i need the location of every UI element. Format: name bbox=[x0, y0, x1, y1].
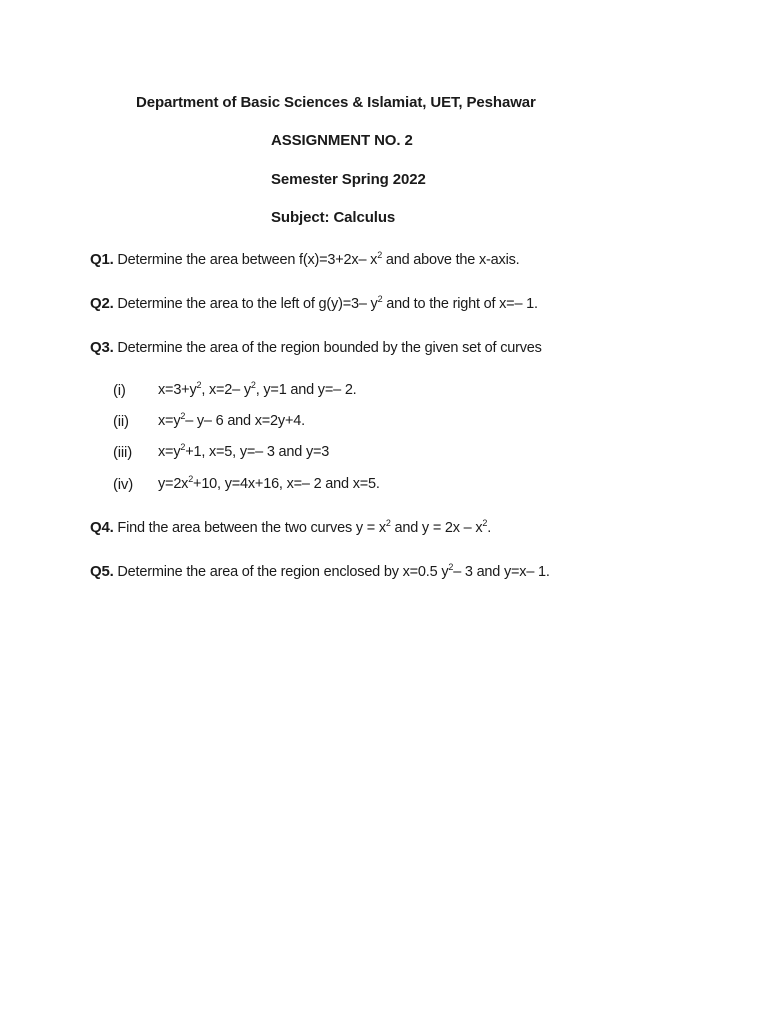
text-run: Determine the area to the left of g(y)=3– y bbox=[113, 296, 378, 312]
assignment-number: ASSIGNMENT NO. 2 bbox=[271, 132, 413, 149]
question-3 bbox=[90, 339, 542, 356]
q3-part-text bbox=[158, 444, 329, 460]
question-text bbox=[114, 520, 491, 536]
text-run: x=y bbox=[158, 444, 181, 460]
text-run: +1, x=5, y=– 3 and y=3 bbox=[185, 444, 330, 460]
superscript-exponent: 2 bbox=[377, 294, 383, 305]
question-1 bbox=[90, 251, 519, 268]
text-run: – 3 and y=x– 1. bbox=[453, 564, 550, 580]
q3-part-label: (ii) bbox=[113, 413, 129, 430]
text-run: and to the right of x=– 1. bbox=[382, 296, 538, 312]
question-text bbox=[114, 252, 520, 268]
q3-part-label: (iii) bbox=[113, 444, 132, 461]
superscript-exponent: 2 bbox=[448, 562, 454, 573]
text-run: , y=1 and y=– 2. bbox=[255, 382, 357, 398]
text-run: . bbox=[487, 520, 492, 536]
superscript-exponent: 2 bbox=[377, 250, 383, 261]
text-run: Determine the area of the region bounded by the given set of curves bbox=[113, 340, 542, 356]
superscript-exponent: 2 bbox=[385, 518, 391, 529]
text-run: and y = 2x – x bbox=[390, 520, 483, 536]
q3-part-label: (iv) bbox=[113, 476, 134, 493]
text-run: x=3+y bbox=[158, 382, 197, 398]
q3-part-text bbox=[158, 413, 305, 429]
text-run: Determine the area between f(x)=3+2x– x bbox=[113, 252, 378, 268]
question-number: Q4. bbox=[90, 519, 114, 536]
text-run: y=2x bbox=[158, 476, 189, 492]
text-run: – y– 6 and x=2y+4. bbox=[185, 413, 305, 429]
question-number: Q5. bbox=[90, 563, 114, 580]
question-4 bbox=[90, 519, 491, 536]
superscript-exponent: 2 bbox=[180, 411, 186, 422]
department-heading: Department of Basic Sciences & Islamiat, UET, Peshawar bbox=[136, 94, 536, 111]
superscript-exponent: 2 bbox=[250, 380, 256, 391]
text-run: and above the x-axis. bbox=[382, 252, 520, 268]
question-5 bbox=[90, 563, 550, 580]
q3-part-text bbox=[158, 476, 380, 492]
question-text bbox=[114, 296, 538, 312]
question-text bbox=[114, 564, 550, 580]
superscript-exponent: 2 bbox=[180, 442, 186, 453]
question-2 bbox=[90, 295, 538, 312]
question-number: Q1. bbox=[90, 251, 114, 268]
superscript-exponent: 2 bbox=[188, 474, 194, 485]
q3-part-text bbox=[158, 382, 357, 398]
subject-line: Subject: Calculus bbox=[271, 209, 396, 226]
superscript-exponent: 2 bbox=[196, 380, 202, 391]
text-run: +10, y=4x+16, x=– 2 and x=5. bbox=[193, 476, 380, 492]
question-number: Q2. bbox=[90, 295, 114, 312]
superscript-exponent: 2 bbox=[482, 518, 488, 529]
q3-part-label: (i) bbox=[113, 382, 126, 399]
text-run: x=y bbox=[158, 413, 181, 429]
text-run: Determine the area of the region enclosed by x=0.5 y bbox=[113, 564, 449, 580]
text-run: Find the area between the two curves y = x bbox=[113, 520, 386, 536]
text-run: , x=2– y bbox=[201, 382, 251, 398]
question-text bbox=[114, 340, 542, 356]
semester-line: Semester Spring 2022 bbox=[271, 171, 426, 188]
question-number: Q3. bbox=[90, 339, 114, 356]
